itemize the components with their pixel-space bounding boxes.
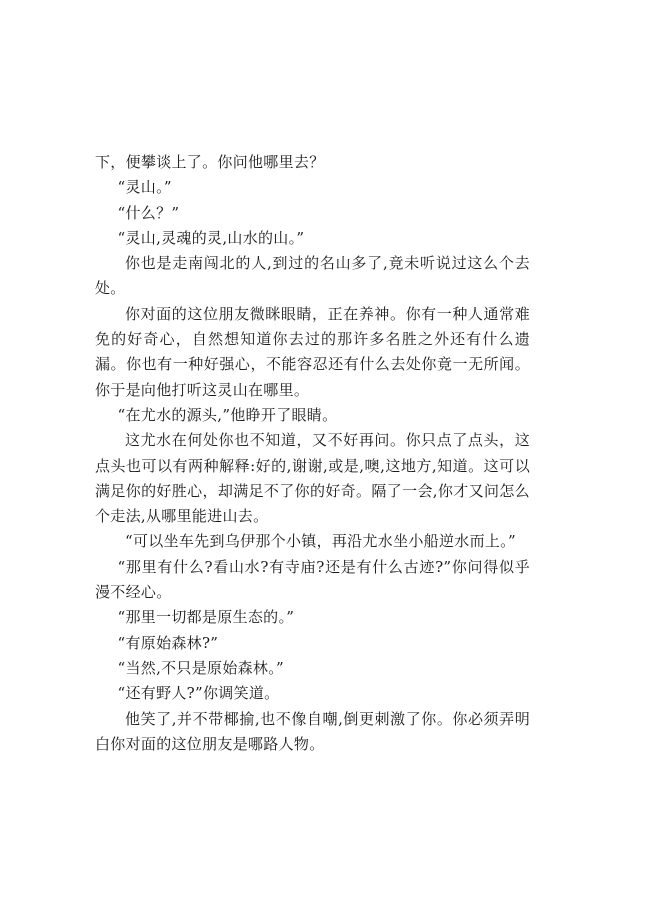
paragraph-14: “还有野人?”你调笑道。 — [117, 684, 280, 703]
paragraph-4: “灵山,灵魂的灵,山水的山。” — [117, 228, 305, 247]
paragraph-3: “什么？” — [117, 203, 180, 222]
body-text — [95, 150, 530, 757]
paragraph-1: 下，便攀谈上了。你问他哪里去？ — [95, 153, 325, 171]
paragraph-12: “有原始森林?” — [117, 633, 219, 652]
paragraph-13: “当然,不只是原始森林。” — [117, 658, 285, 677]
paragraph-10: “那里有什么?看山水?有寺庙?还是有什么古迹?”你问得似乎漫不经心。 — [95, 557, 530, 602]
paragraph-6: 你对面的这位朋友微眯眼睛，正在养神。你有一种人通常难免的好奇心，自然想知道你去过的那许多名胜之外还有什么遗漏。你也有一种好强心，不能容忍还有什么去处你竟一无所闻。你于是向他打听这灵山在哪里。 — [95, 304, 530, 399]
paragraph-11: “那里一切都是原生态的。” — [117, 608, 295, 627]
paragraph-7: “在尤水的源头,”他睁开了眼睛。 — [117, 405, 338, 424]
paragraph-2: “灵山。” — [117, 178, 172, 197]
paragraph-8: 这尤水在何处你也不知道，又不好再问。你只点了点头，这点头也可以有两种解释:好的,谢谢,或是,噢,这地方,知道。这可以满足你的好胜心，却满足不了你的好奇。隔了一会,你才又问怎么个走法,从哪里能进山去。 — [95, 431, 530, 526]
paragraph-5: 你也是走南闯北的人,到过的名山多了,竟未听说过这么个去处。 — [95, 254, 530, 298]
paragraph-9: “可以坐车先到乌伊那个小镇，再沿尤水坐小船逆水而上。” — [125, 532, 516, 551]
paragraph-15: 他笑了,并不带椰揄,也不像自嘲,倒更刺激了你。你必须弄明白你对面的这位朋友是哪路人物。 — [95, 709, 530, 753]
